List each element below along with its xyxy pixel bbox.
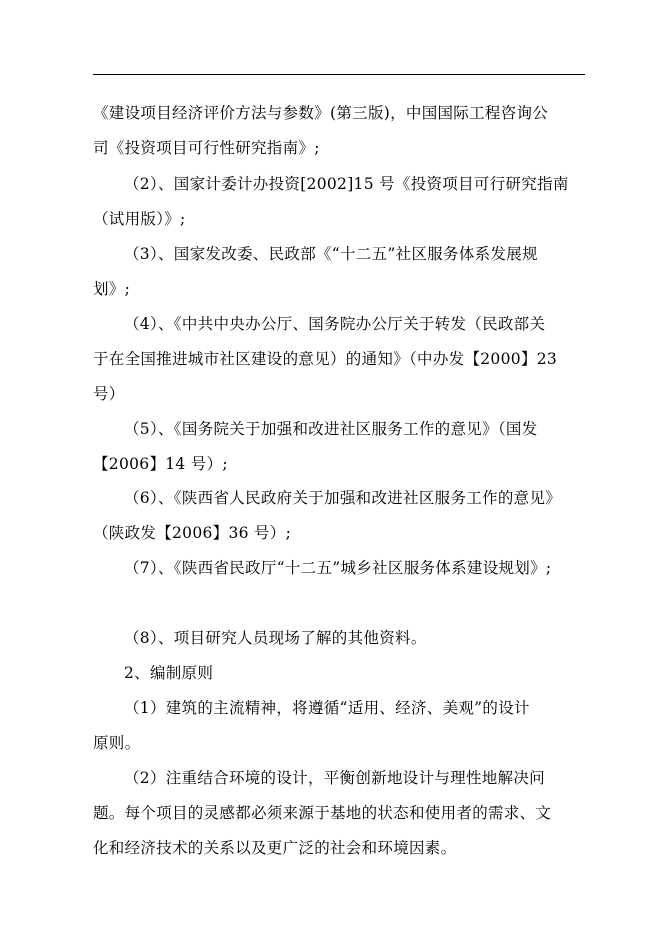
text-line: （8）、项目研究人员现场了解的其他资料。	[124, 629, 427, 647]
text-line: 司《投资项目可行性研究指南》;	[93, 139, 320, 157]
text-line: 划》;	[93, 280, 131, 298]
text-line: 原则。	[93, 734, 141, 752]
text-line: （陕政发【2006】36 号）;	[93, 524, 292, 542]
text-line: （1）建筑的主流精神，将遵循“适用、经济、美观”的设计	[124, 699, 530, 717]
text-line: 于在全国推进城市社区建设的意见）的通知》（中办发【2000】23	[93, 350, 558, 368]
section-heading: 2、编制原则	[124, 664, 214, 682]
text-line: 题。每个项目的灵感都必须来源于基地的状态和使用者的需求、文	[93, 804, 552, 822]
text-line: 号）	[93, 385, 125, 403]
text-line: （7）、《陕西省民政厅“十二五”城乡社区服务体系建设规划》;	[124, 559, 552, 577]
text-line: （2）注重结合环境的设计，平衡创新地设计与理性地解决问	[124, 769, 545, 787]
text-line: （2）、国家计委计办投资[2002]15 号《投资项目可行研究指南	[124, 175, 569, 193]
text-line: 《建设项目经济评价方法与参数》(第三版)，中国国际工程咨询公	[93, 104, 549, 122]
header-rule	[93, 74, 585, 75]
text-line: （试用版）》;	[93, 210, 186, 228]
text-line: （5）、《国务院关于加强和改进社区服务工作的意见》（国发	[124, 420, 538, 438]
text-line: （6）、《陕西省人民政府关于加强和改进社区服务工作的意见》	[124, 489, 562, 507]
text-line: （3）、国家发改委、民政部《“十二五”社区服务体系发展规	[124, 245, 538, 263]
text-line: （4）、《中共中央办公厅、国务院办公厅关于转发（民政部关	[124, 315, 546, 333]
text-line: 【2006】14 号）;	[93, 455, 228, 473]
text-line: 化和经济技术的关系以及更广泛的社会和环境因素。	[93, 839, 457, 857]
